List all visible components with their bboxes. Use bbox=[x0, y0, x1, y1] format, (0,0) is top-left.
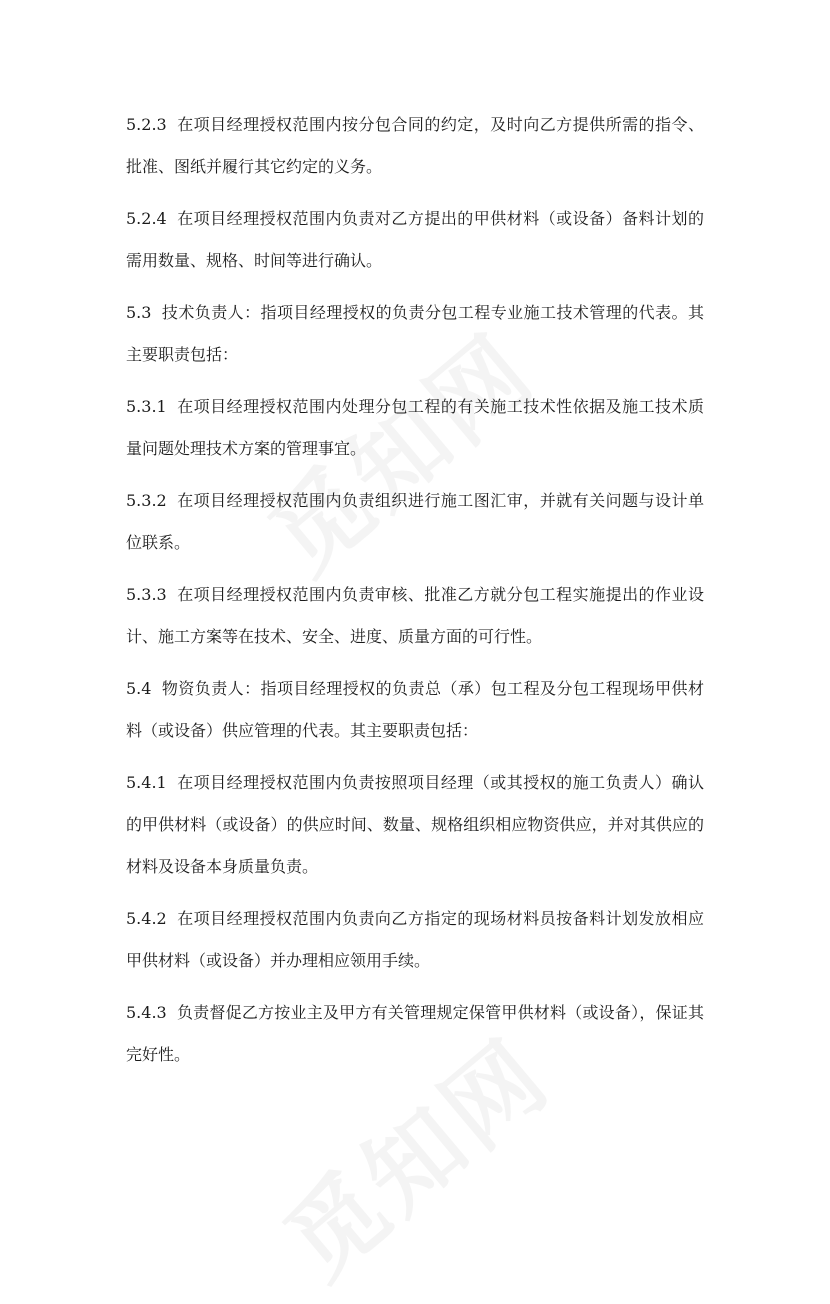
clause-number: 5.2.3 bbox=[126, 115, 167, 134]
paragraph-5-3 bbox=[126, 292, 704, 376]
clause-number: 5.2.4 bbox=[126, 209, 167, 228]
paragraph-5-4-2 bbox=[126, 898, 704, 982]
clause-number: 5.4.3 bbox=[126, 1003, 167, 1022]
paragraph-5-2-3 bbox=[126, 104, 704, 188]
clause-number: 5.4.2 bbox=[126, 909, 167, 928]
clause-text: 负责督促乙方按业主及甲方有关管理规定保管甲供材料（或设备），保证其完好性。 bbox=[126, 1003, 704, 1064]
paragraph-5-4 bbox=[126, 668, 704, 752]
clause-number: 5.4.1 bbox=[126, 773, 167, 792]
clause-number: 5.4 bbox=[126, 679, 152, 698]
clause-text: 在项目经理授权范围内处理分包工程的有关施工技术性依据及施工技术质量问题处理技术方案的管理事宜。 bbox=[126, 397, 704, 458]
paragraph-5-3-1 bbox=[126, 386, 704, 470]
paragraph-5-4-3 bbox=[126, 992, 704, 1076]
clause-text: 在项目经理授权范围内负责对乙方提出的甲供材料（或设备）备料计划的需用数量、规格、时间等进行确认。 bbox=[126, 209, 704, 270]
clause-number: 5.3 bbox=[126, 303, 152, 322]
paragraph-5-3-2 bbox=[126, 480, 704, 564]
clause-text: 物资负责人：指项目经理授权的负责总（承）包工程及分包工程现场甲供材料（或设备）供应管理的代表。其主要职责包括： bbox=[126, 679, 704, 740]
clause-number: 5.3.2 bbox=[126, 491, 167, 510]
clause-text: 在项目经理授权范围内负责向乙方指定的现场材料员按备料计划发放相应甲供材料（或设备）并办理相应领用手续。 bbox=[126, 909, 704, 970]
document-body bbox=[126, 104, 704, 1086]
paragraph-5-3-3 bbox=[126, 574, 704, 658]
paragraph-5-4-1 bbox=[126, 762, 704, 888]
clause-number: 5.3.1 bbox=[126, 397, 167, 416]
clause-number: 5.3.3 bbox=[126, 585, 167, 604]
clause-text: 在项目经理授权范围内按分包合同的约定，及时向乙方提供所需的指令、批准、图纸并履行其它约定的义务。 bbox=[126, 115, 704, 176]
clause-text: 在项目经理授权范围内负责审核、批准乙方就分包工程实施提出的作业设计、施工方案等在技术、安全、进度、质量方面的可行性。 bbox=[126, 585, 704, 646]
clause-text: 在项目经理授权范围内负责组织进行施工图汇审，并就有关问题与设计单位联系。 bbox=[126, 491, 704, 552]
clause-text: 在项目经理授权范围内负责按照项目经理（或其授权的施工负责人）确认的甲供材料（或设备）的供应时间、数量、规格组织相应物资供应，并对其供应的材料及设备本身质量负责。 bbox=[126, 773, 704, 876]
paragraph-5-2-4 bbox=[126, 198, 704, 282]
clause-text: 技术负责人：指项目经理授权的负责分包工程专业施工技术管理的代表。其主要职责包括： bbox=[126, 303, 704, 364]
